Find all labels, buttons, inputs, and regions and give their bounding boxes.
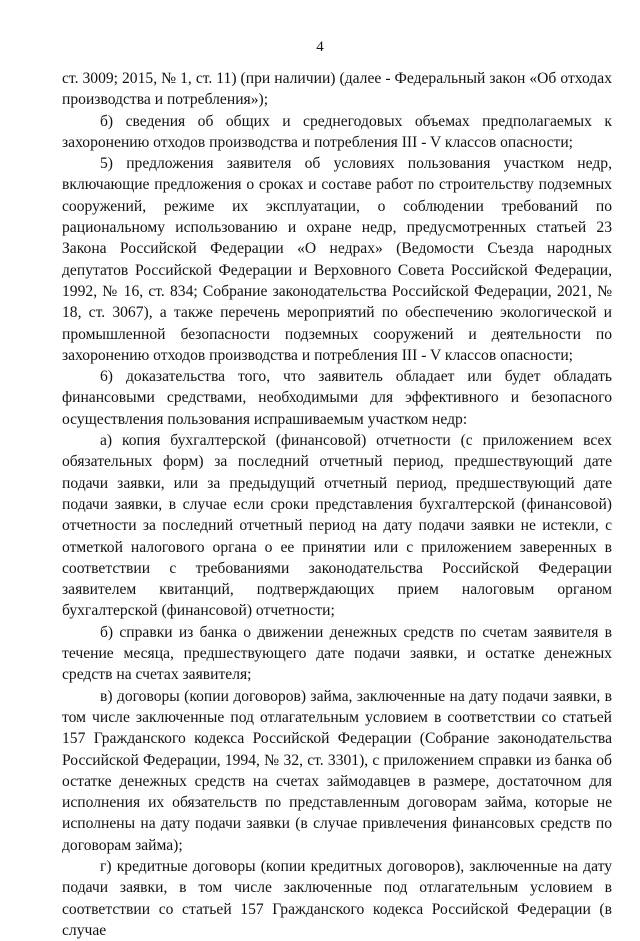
page-number: 4 (316, 39, 324, 55)
paragraph-item-b-waste-volumes: б) сведения об общих и среднегодовых объемах предполагаемых к захоронению отходов производства и потребления III - V классов опасности; (62, 112, 612, 151)
paragraph-subitem-v-loan-agreements: в) договоры (копии договоров) займа, заключенные на дату подачи заявки, в том числе заключенные под отлагательным условием в соответствии со статьей 157 Гражданского кодекса Российской Федерации (Собрание законодательства Российской Федерации, 1994, № 32, ст. 3301), с приложением справки из банка об остатке денежных средств на счетах займодавцев в размере, достаточном для исполнения их обязательств по представленным договорам займа, которые не исполнены на дату подачи заявки (в случае привлечения финансовых средств по договорам займа); (62, 687, 612, 854)
paragraph-subitem-b-bank-statements: б) справки из банка о движении денежных средств по счетам заявителя в течение месяца, предшествующего дате подачи заявки, и остатке денежных средств на счетах заявителя; (62, 623, 612, 684)
paragraph-item-5-proposals: 5) предложения заявителя об условиях пользования участком недр, включающие предложения о сроках и составе работ по строительству подземных сооружений, режиме их эксплуатации, о соблюдении требований по рациональному использованию и охране недр, предусмотренных статьей 23 Закона Российской Федерации «О недрах» (Ведомости Съезда народных депутатов Российской Федерации и Верховного Совета Российской Федерации, 1992, № 16, ст. 834; Собрание законодательства Российской Федерации, 2021, № 18, ст. 3067), а также перечень мероприятий по обеспечению экологической и промышленной безопасности подземных сооружений и деятельности по захоронению отходов производства и потребления III - V классов опасности; (62, 155, 612, 364)
paragraph-item-6-financial-evidence: 6) доказательства того, что заявитель обладает или будет обладать финансовыми средствами, необходимыми для эффективного и безопасного осуществления пользования испрашиваемым участком недр: (62, 368, 612, 428)
paragraph-subitem-g-credit-agreements: г) кредитные договоры (копии кредитных договоров), заключенные на дату подачи заявки, в том числе заключенные под отлагательным условием в соответствии со статьей 157 Гражданского кодекса Российской Федерации (в случае (62, 857, 612, 939)
paragraph-subitem-a-accounting: а) копия бухгалтерской (финансовой) отчетности (с приложением всех обязательных форм) за последний отчетный период, предшествующий дате подачи заявки, или за предыдущий отчетный период, предшествующий дате подачи заявки, в случае если сроки представления бухгалтерской (финансовой) отчетности за последний отчетный период на дату подачи заявки не истекли, с отметкой налогового органа о ее принятии или с приложением заверенных в соответствии с требованиями законодательства Российской Федерации заявителем квитанций, подтверждающих прием налоговым органом бухгалтерской (финансовой) отчетности; (62, 432, 612, 620)
document-body (62, 68, 612, 941)
paragraph-continuation: ст. 3009; 2015, № 1, ст. 11) (при наличии) (далее - Федеральный закон «Об отходах производства и потребления»); (62, 70, 612, 109)
